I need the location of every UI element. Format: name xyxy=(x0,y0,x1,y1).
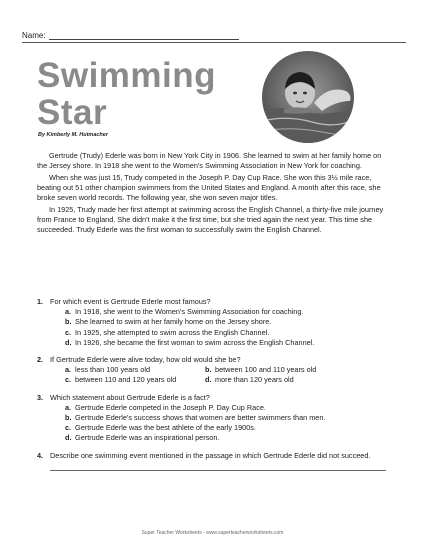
footer-credit: Super Teacher Worksheets - www.superteacherworksheets.com xyxy=(141,530,284,536)
passage-paragraph: Gertrude (Trudy) Ederle was born in New York City in 1906. She learned to swim at her family home on the Jersey shore. In 1918 she went to the Women's Swimming Association in New York for coaching. xyxy=(37,151,382,171)
answer-option-a[interactable]: a. In 1918, she went to the Women's Swimming Association for coaching. xyxy=(65,307,304,317)
worksheet-title xyxy=(37,57,216,131)
header-divider xyxy=(22,42,406,43)
name-field[interactable] xyxy=(22,31,239,40)
question-text: Describe one swimming event mentioned in the passage in which Gertrude Ederle did not succeed. xyxy=(50,450,371,460)
reading-passage xyxy=(37,151,393,237)
answer-option-a[interactable]: a. Gertrude Ederle competed in the Joseph P. Day Cup Race. xyxy=(65,402,266,412)
answer-option-d[interactable]: d. In 1926, she became the first woman to swim across the English Channel. xyxy=(65,337,315,347)
question-number: 3. xyxy=(37,392,44,402)
answer-option-d[interactable]: d. more than 120 years old xyxy=(205,375,294,385)
answer-option-a[interactable]: a. less than 100 years old xyxy=(65,365,151,375)
question-text: Which statement about Gertrude Ederle is a fact? xyxy=(50,392,210,402)
question-3 xyxy=(37,393,393,444)
question-text: For which event is Gertrude Ederle most famous? xyxy=(50,297,211,306)
question-2 xyxy=(37,355,393,386)
answer-option-b[interactable]: b. Gertrude Ederle's success shows that women are better swimmers than men. xyxy=(65,413,326,423)
byline: By Kimberly M. Hutmacher xyxy=(38,132,108,138)
answer-option-c[interactable]: c. between 110 and 120 years old xyxy=(65,375,177,385)
answer-option-b[interactable]: b. between 100 and 110 years old xyxy=(205,365,317,375)
answer-line[interactable] xyxy=(50,470,386,471)
answer-option-c[interactable]: c. In 1925, she attempted to swim across the English Channel. xyxy=(65,327,270,337)
answer-option-d[interactable]: d. Gertrude Ederle was an inspirational person. xyxy=(65,433,220,443)
question-text: If Gertrude Ederle were alive today, how old would she be? xyxy=(50,355,241,365)
title-line-2: Star xyxy=(37,93,108,132)
swimmer-photo xyxy=(262,51,354,143)
passage-paragraph: When she was just 15, Trudy competed in the Joseph P. Day Cup Race. She won this 3½ mile race, beating out 51 other champion swimmers from the United States and England. A month after this race, she broke seven world records. The following year, she won seven major titles. xyxy=(37,172,381,203)
title-line-1: Swimming xyxy=(37,56,217,95)
question-1 xyxy=(37,297,393,348)
answer-option-c[interactable]: c. Gertrude Ederle was the best athlete of the early 1900s. xyxy=(65,423,256,433)
questions-section xyxy=(37,297,393,478)
question-number: 4. xyxy=(37,450,44,460)
question-number: 2. xyxy=(37,355,44,365)
swimmer-illustration xyxy=(262,51,354,143)
question-4 xyxy=(37,451,393,471)
passage-paragraph: In 1925, Trudy made her first attempt at swimming across the English Channel, a thirty-five mile journey from France to England. She didn't make it the first time, but she tried again the next year. This time she succeeded. Trudy Ederle was the first woman to successfully swim the English Channel. xyxy=(37,205,384,235)
name-line[interactable] xyxy=(49,31,239,40)
answer-option-b[interactable]: b. She learned to swim at her family home on the Jersey shore. xyxy=(65,317,272,327)
question-number: 1. xyxy=(37,297,44,306)
name-label: Name: xyxy=(22,31,46,40)
